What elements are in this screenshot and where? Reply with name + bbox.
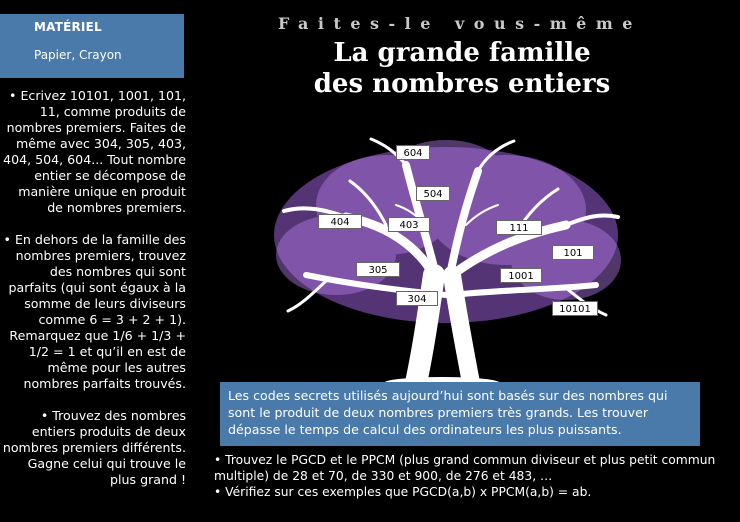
title-line-2: des nombres entiers: [313, 69, 611, 99]
tree-label-101: 101: [552, 245, 594, 260]
tree-label-504: 504: [416, 186, 450, 201]
bottom-item-1: • Trouvez le PGCD et le PPCM (plus grand commun diviseur et plus petit commun multiple) de 28 et 70, de 330 et 900, de 276 et 483, …: [214, 453, 716, 483]
tree-label-111: 111: [496, 220, 542, 235]
page-title: [240, 38, 684, 100]
tree-label-305: 305: [356, 262, 400, 277]
page-kicker: Faites-le vous-même: [278, 14, 642, 33]
title-line-1: La grande famille: [333, 38, 591, 68]
materiel-heading: MATÉRIEL: [34, 20, 102, 34]
materiel-items: Papier, Crayon: [34, 48, 122, 62]
left-paragraph-1: • Ecrivez 10101, 1001, 101, 11, comme produits de nombres premiers. Faites de même avec 304, 305, 403, 404, 504, 604... Tout nombre entier se décompose de manière unique en produit de nombres premiers.: [3, 88, 186, 215]
bottom-item-2: • Vérifiez sur ces exemples que PGCD(a,b) x PPCM(a,b) = ab.: [214, 485, 592, 499]
info-box: Les codes secrets utilisés aujourd’hui sont basés sur des nombres qui sont le produit de deux nombres premiers très grands. Les trouver dépasse le temps de calcul des ordinateurs les plus puissants.: [220, 382, 700, 446]
bottom-instructions: [214, 452, 734, 500]
materiel-box: [0, 14, 184, 78]
number-tree-illustration: [266, 125, 626, 385]
tree-label-403: 403: [388, 217, 430, 232]
left-paragraph-3: • Trouvez des nombres entiers produits de deux nombres premiers différents. Gagne celui qui trouve le plus grand !: [2, 408, 186, 487]
tree-label-1001: 1001: [500, 268, 542, 283]
left-column-text: [0, 88, 186, 504]
tree-label-10101: 10101: [552, 301, 598, 316]
tree-label-404: 404: [318, 214, 362, 229]
tree-label-604: 604: [396, 145, 430, 160]
left-paragraph-2: • En dehors de la famille des nombres premiers, trouvez des nombres qui sont parfaits (qui sont égaux à la somme de leurs diviseurs comme 6 = 3 + 2 + 1). Remarquez que 1/6 + 1/3 + 1/2 = 1 et qu’il en est de même pour les autres nombres parfaits trouvés.: [3, 232, 186, 391]
tree-label-304: 304: [396, 291, 438, 306]
